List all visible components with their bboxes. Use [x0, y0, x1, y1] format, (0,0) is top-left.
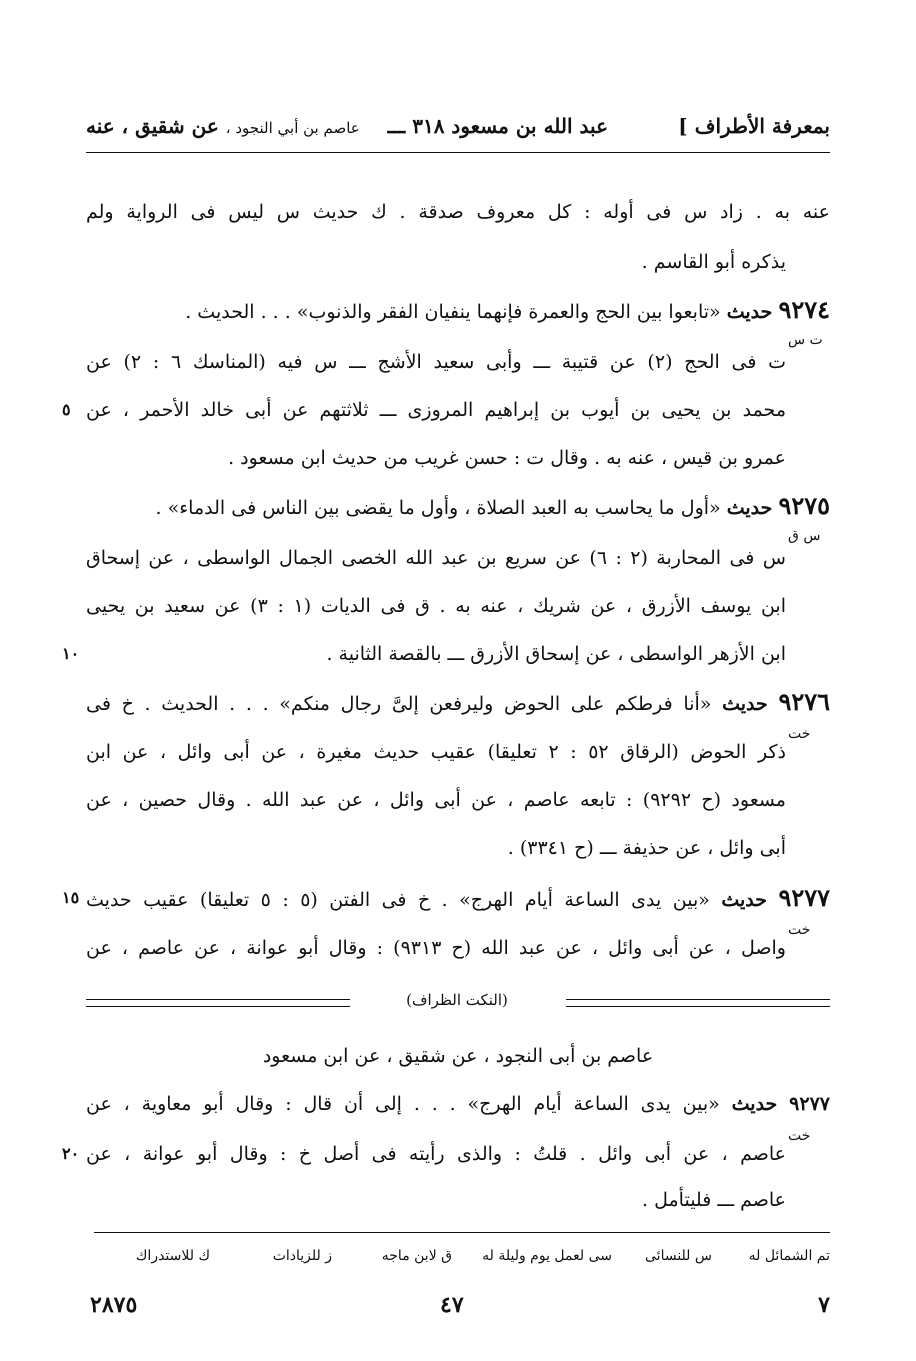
running-header [86, 112, 830, 148]
text-line: ذكر الحوض (الرقاق ٥٢ : ٢ تعليقا) عقيب حديث مغيرة ، عن أبى وائل ، عن ابن [86, 741, 787, 763]
separator-rule-right [566, 999, 830, 1007]
nukat-number: ٩٢٧٧ [789, 1093, 830, 1115]
legend-item: سى لعمل يوم وليلة له [482, 1248, 612, 1264]
entry-number: ٩٢٧٤ [778, 295, 830, 324]
entry-line [86, 680, 830, 724]
entry-text: «بين يدى الساعة أيام الهرج» . خ فى الفتن (٥ : ٥ تعليقا) عقيب حديث [86, 889, 710, 911]
entry-text: «أول ما يحاسب به العبد الصلاة ، وأول ما يقضى بين الناس فى الدماء» . [155, 497, 721, 519]
entry-line [86, 876, 830, 920]
separator-rule-left [86, 999, 350, 1007]
header-chain-bold: عن شقيق ، عنه [86, 114, 219, 138]
text-line: ابن يوسف الأزرق ، عن شريك ، عنه به . ق فى الديات (١ : ٣) عن سعيد بن يحيى [86, 595, 787, 617]
entry-source-tag: س ق [788, 528, 821, 544]
nukat-line: عاصم ، عن أبى وائل . قلتُ : والذى رأيته فى أصل خ : وقال أبو عوانة ، عن [86, 1143, 786, 1165]
entry-line [86, 484, 830, 528]
entry-source-tag: ت س [788, 332, 823, 348]
line-number: ٢٠ [62, 1144, 80, 1163]
line-number: ١٠ [62, 644, 80, 663]
sequence-number: ٢٨٧٥ [90, 1292, 138, 1318]
text-line: واصل ، عن أبى وائل ، عن عبد الله (ح ٩٣١٣) : وقال أبو عوانة ، عن عاصم ، عن [86, 937, 786, 959]
entry-source-tag: خت [788, 726, 811, 742]
text-line: محمد بن يحيى بن أيوب بن إبراهيم المروزى ـــ ثلاثتهم عن أبى خالد الأحمر ، عن [86, 399, 786, 421]
legend-item: ز للزيادات [272, 1248, 332, 1264]
header-rule [86, 152, 830, 153]
header-chain [86, 114, 360, 138]
text-line: مسعود (ح ٩٢٩٢) : تابعه عاصم ، عن أبى وائل ، عن عبد الله . وقال حصين ، عن [86, 789, 786, 811]
header-book-title: بمعرفة الأطراف ] [678, 114, 830, 138]
separator-label: (النكت الظراف) [406, 991, 508, 1009]
entry-label: حديث [726, 301, 773, 323]
nukat-line: عاصم ـــ فليتأمل . [642, 1189, 786, 1211]
section-separator [86, 991, 830, 1012]
entry-label: حديث [721, 889, 767, 911]
nukat-heading: عاصم بن أبى النجود ، عن شقيق ، عن ابن مسعود [262, 1045, 654, 1067]
entry-source-tag: خت [788, 922, 811, 938]
text-line: عمرو بن قيس ، عنه به . وقال ت : حسن غريب من حديث ابن مسعود . [228, 447, 786, 469]
nukat-entry-line [86, 1082, 830, 1126]
text-line: عنه به . زاد س فى أوله : كل معروف صدقة . ك حديث س ليس فى الرواية ولم [86, 201, 830, 223]
page-number: ٤٧ [440, 1292, 464, 1318]
entry-number: ٩٢٧٥ [778, 491, 830, 520]
nukat-label: حديث [731, 1093, 778, 1115]
legend-item: ك للاستدراك [135, 1248, 210, 1264]
nukat-source-tag: خت [788, 1128, 811, 1144]
legend-item: تم الشمائل له [748, 1248, 830, 1264]
line-number: ٥ [62, 400, 71, 419]
footer-rule [94, 1232, 830, 1233]
legend-item: س للنسائى [645, 1248, 712, 1264]
abbreviation-legend [90, 1240, 830, 1272]
entry-line [86, 288, 830, 332]
text-line: يذكره أبو القاسم . [641, 251, 786, 273]
line-number: ١٥ [62, 888, 80, 907]
text-line: ت فى الحج (٢) عن قتيبة ـــ وأبى سعيد الأشج ـــ س فيه (المناسك ٦ : ٢) عن [86, 351, 786, 373]
header-section-title: عبد الله بن مسعود ٣١٨ ـــ [387, 114, 608, 138]
entry-text: «تابعوا بين الحج والعمرة فإنهما ينفيان الفقر والذنوب» . . . الحديث . [185, 301, 721, 323]
entry-number: ٩٢٧٧ [778, 883, 830, 912]
entry-label: حديث [722, 693, 768, 715]
text-line: ابن الأزهر الواسطى ، عن إسحاق الأزرق ـــ بالقصة الثانية . [326, 643, 786, 665]
entry-text: «أنا فرطكم على الحوض وليرفعن إلىَّ رجال منكم» . . . الحديث . خ فى [86, 693, 712, 715]
volume-number: ٧ [818, 1292, 830, 1318]
text-line: س فى المحاربة (٢ : ٦) عن سريع بن عبد الله الخصى الجمال الواسطى ، عن إسحاق [86, 547, 786, 569]
legend-item: ق لابن ماجه [381, 1248, 452, 1264]
header-chain-small: عاصم بن أبي النجود ، [225, 119, 360, 137]
nukat-text: «بين يدى الساعة أيام الهرج» . . . إلى أن قال : وقال أبو معاوية ، عن [86, 1093, 720, 1115]
entry-number: ٩٢٧٦ [778, 687, 831, 716]
entry-label: حديث [726, 497, 773, 519]
text-line: أبى وائل ، عن حذيفة ـــ (ح ٣٣٤١) . [507, 837, 786, 859]
